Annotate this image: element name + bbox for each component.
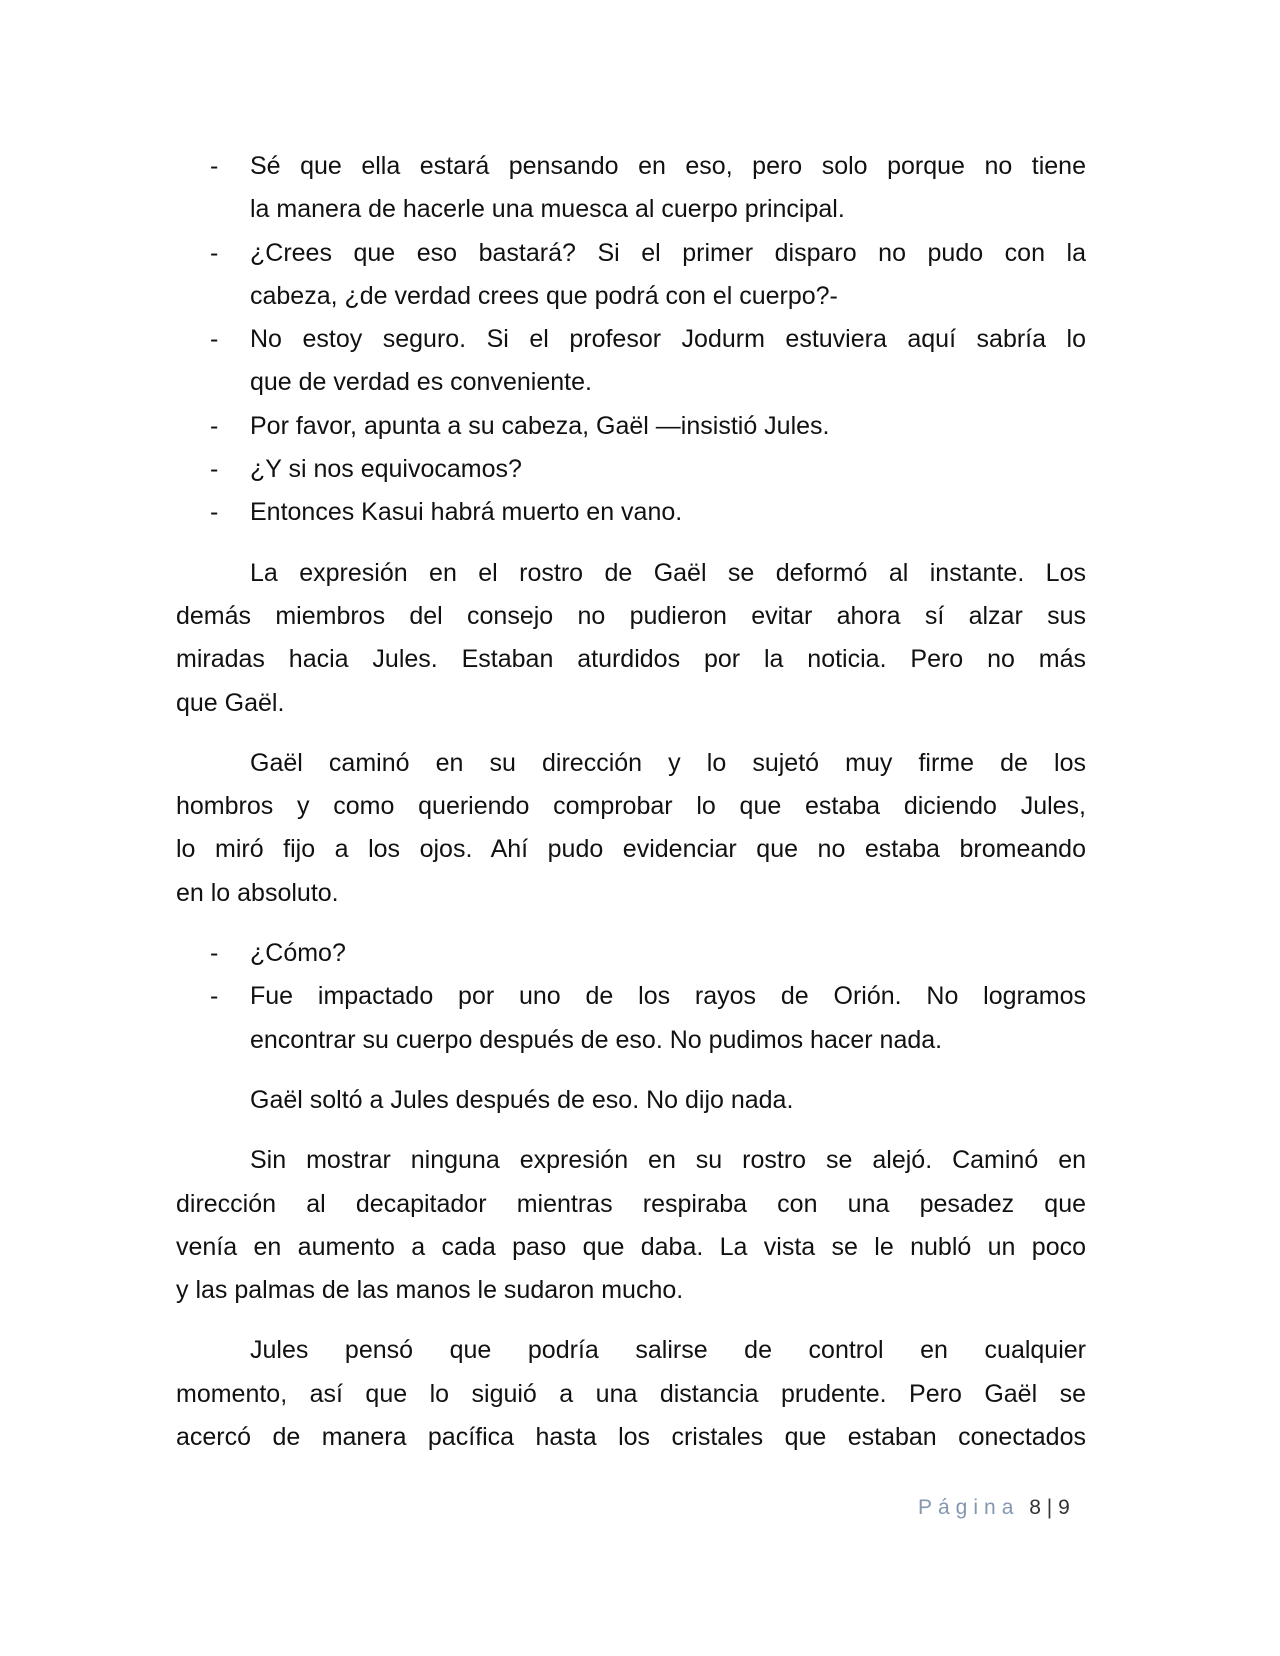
bullet-dash: -	[210, 455, 219, 484]
bullet-dash: -	[210, 152, 219, 180]
list-item	[176, 232, 1086, 319]
text-line: y las palmas de las manos le sudaron mucho.	[176, 1276, 684, 1305]
text-line: que de verdad es conveniente.	[250, 368, 592, 397]
list-item	[176, 318, 1086, 405]
list-item	[176, 932, 1086, 975]
text-line: Gaël caminó en su dirección y lo sujetó muy firme de los	[250, 748, 1086, 777]
bullet-dash: -	[210, 939, 219, 968]
page-separator: |	[1046, 1496, 1053, 1519]
text-line: encontrar su cuerpo después de eso. No pudimos hacer nada.	[250, 1025, 943, 1054]
text-line: ¿Y si nos equivocamos?	[250, 455, 522, 484]
text-line: La expresión en el rostro de Gaël se deformó al instante. Los	[250, 558, 1086, 587]
text-line: momento, así que lo siguió a una distancia prudente. Pero Gaël se	[176, 1379, 1086, 1408]
text-line: lo miró fijo a los ojos. Ahí pudo evidenciar que no estaba bromeando	[176, 835, 1086, 864]
text-line: Fue impactado por uno de los rayos de Orión. No logramos	[250, 982, 1086, 1011]
dialogue-list	[176, 145, 1086, 535]
text-line: Sé que ella estará pensando en eso, pero solo porque no tiene	[250, 152, 1086, 180]
text-line: Entonces Kasui habrá muerto en vano.	[250, 498, 683, 527]
list-item	[176, 405, 1086, 448]
text-line: la manera de hacerle una muesca al cuerpo principal.	[250, 195, 845, 224]
bullet-dash: -	[210, 498, 219, 527]
list-item	[176, 448, 1086, 491]
text-line: demás miembros del consejo no pudieron evitar ahora sí alzar sus	[176, 601, 1086, 630]
text-line: Por favor, apunta a su cabeza, Gaël —insistió Jules.	[250, 411, 830, 440]
paragraph	[176, 1139, 1086, 1312]
text-line: No estoy seguro. Si el profesor Jodurm estuviera aquí sabría lo	[250, 325, 1086, 354]
list-item	[176, 491, 1086, 534]
text-line: acercó de manera pacífica hasta los cristales que estaban conectados	[176, 1423, 1086, 1452]
text-line: Sin mostrar ninguna expresión en su rostro se alejó. Caminó en	[250, 1146, 1086, 1175]
bullet-dash: -	[210, 238, 219, 267]
text-line: en lo absoluto.	[176, 878, 339, 907]
text-line: venía en aumento a cada paso que daba. La vista se le nubló un poco	[176, 1232, 1086, 1261]
page-footer	[918, 1496, 1070, 1520]
bullet-dash: -	[210, 325, 219, 354]
text-line: dirección al decapitador mientras respiraba con una pesadez que	[176, 1189, 1086, 1218]
document-body	[176, 145, 1086, 1476]
text-line: Gaël soltó a Jules después de eso. No dijo nada.	[250, 1085, 794, 1114]
paragraph	[176, 742, 1086, 915]
page-total: 9	[1058, 1496, 1070, 1519]
paragraph	[176, 1329, 1086, 1459]
text-line: ¿Crees que eso bastará? Si el primer disparo no pudo con la	[250, 238, 1086, 267]
dialogue-list	[176, 932, 1086, 1062]
text-line: cabeza, ¿de verdad crees que podrá con el cuerpo?-	[250, 281, 838, 310]
list-item	[176, 975, 1086, 1062]
bullet-dash: -	[210, 982, 219, 1011]
bullet-dash: -	[210, 411, 219, 440]
paragraph	[176, 552, 1086, 725]
text-line: ¿Cómo?	[250, 939, 346, 968]
list-item	[176, 145, 1086, 232]
paragraph	[176, 1079, 1086, 1122]
text-line: hombros y como queriendo comprobar lo que estaba diciendo Jules,	[176, 792, 1086, 821]
text-line: Jules pensó que podría salirse de control en cualquier	[250, 1336, 1086, 1365]
page-number: 8	[1029, 1496, 1041, 1519]
page-label: Página	[918, 1496, 1020, 1519]
text-line: miradas hacia Jules. Estaban aturdidos por la noticia. Pero no más	[176, 645, 1086, 674]
text-line: que Gaël.	[176, 688, 285, 717]
